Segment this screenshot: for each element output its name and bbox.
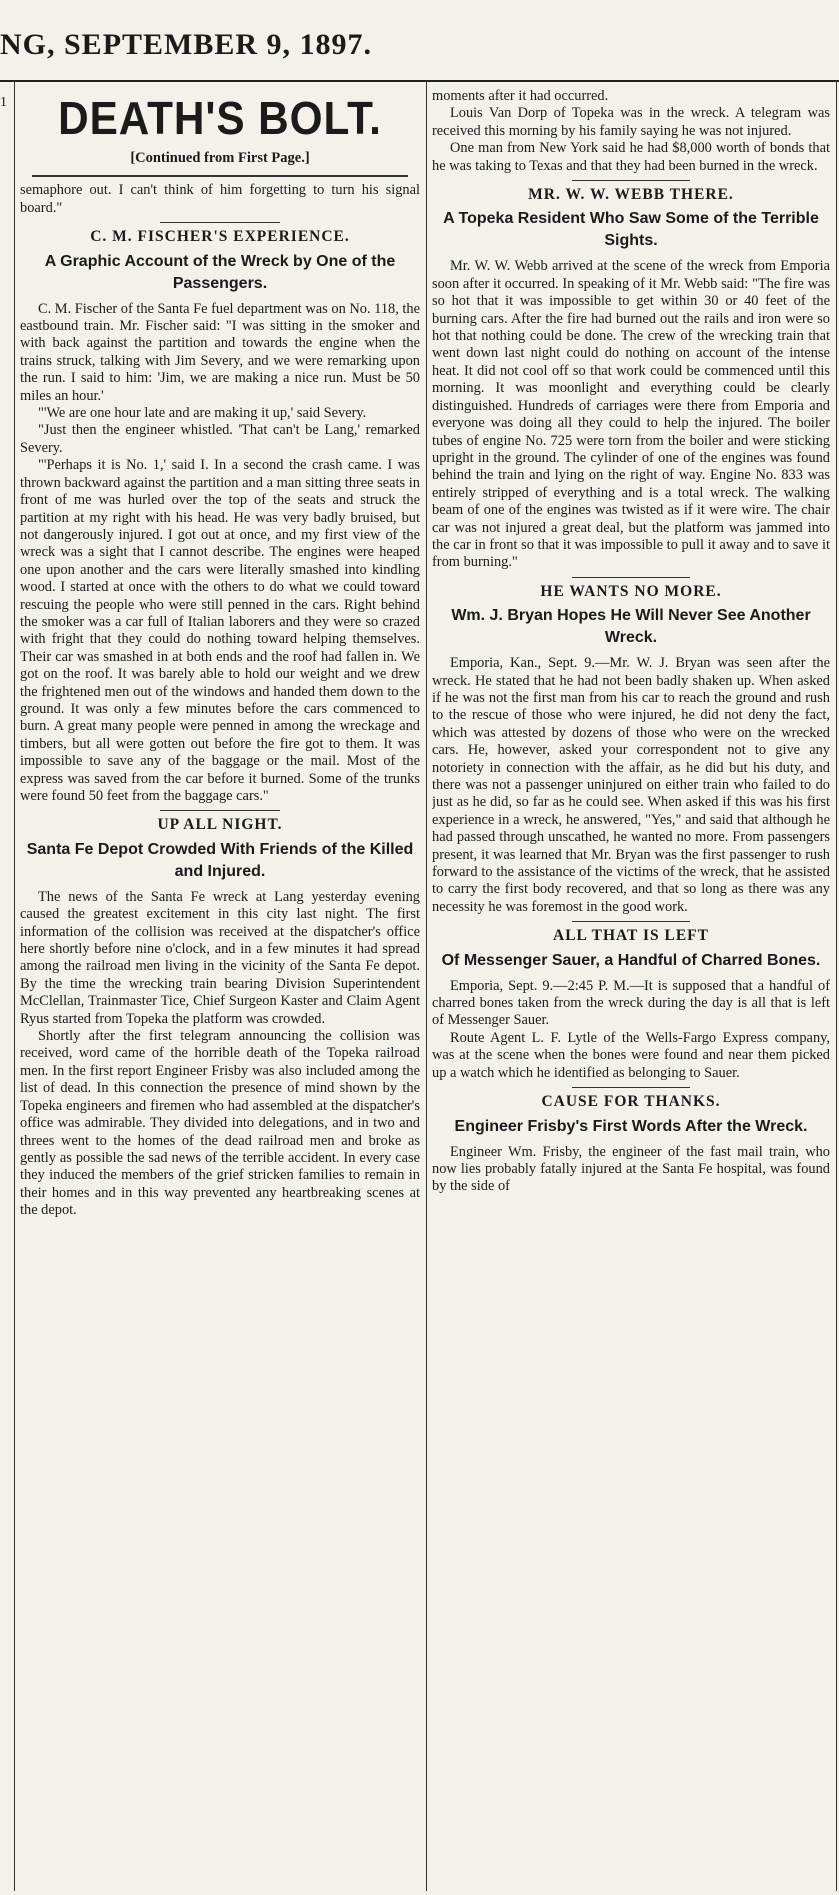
masthead-date: NG, SEPTEMBER 9, 1897. — [0, 28, 373, 61]
paragraph: Louis Van Dorp of Topeka was in the wreck. A telegram was received this morning by his family saying he was not injured. — [432, 105, 830, 139]
left-column-rule — [14, 80, 15, 1891]
continued-note: [Continued from First Page.] — [130, 150, 310, 166]
paragraph: Emporia, Kan., Sept. 9.—Mr. W. J. Bryan was seen after the wreck. He stated that he had not been badly shaken up. When asked if he was not the first man from his car to reach the ground and rush to the rescue of those who were injured, he did not deny the fact, which was attested by dozens of those who were on the wrecked cars. He, however, asked your correspondent not to give any notoriety in connection with the affair, as he did but his duty, and there was not a passenger uninjured on either train who failed to do just as he did, so far as he could see. When asked if this was his first experience in a wreck, he answered, "Yes," and said that although he had passed through unscathed, he wanted no more. From passengers present, it was learned that Mr. Bryan was the first passenger to rush forward to the assistance of the victims of the wreck, that he assisted to carry the first body recovered, and that so long as there was any necessity he was foremost in the good work. — [432, 655, 830, 915]
center-column-rule — [426, 80, 427, 1891]
section-heading: UP ALL NIGHT. — [157, 816, 283, 834]
paragraph: Mr. W. W. Webb arrived at the scene of the wreck from Emporia soon after it occurred. In speaking of it Mr. Webb said: "The fire was so hot that it was impossible to get within 30 or 40 feet of the burning cars. After the fire had burned out the rails and iron were so hot that nothing could be done. The crew of the wrecking train that went down last night could do nothing on account of the intense heat. It did not cool off so that work could be commenced until this morning. It was moonlight and everything could be clearly distinguished. Hundreds of carriages were there from Emporia and everyone was doing all they could to help the injured. The boiler tubes of engine No. 725 were torn from the boiler and were sticking upright in the ground. The cylinder of one of the engines was found behind the train and lying on the right of way. Engine No. 833 was entirely stripped of everything and is a total wreck. The walking beam of one of the engines was twisted as if it were wire. The chair car was not injured a great deal, but the platform was jammed into the car in front so that it was impossible to pull it away and to save it from burning." — [432, 258, 830, 571]
section-deck: Wm. J. Bryan Hopes He Will Never See Another Wreck. — [451, 607, 811, 647]
paragraph: Route Agent L. F. Lytle of the Wells-Fargo Express company, was at the scene when the bones were found and near them picked up a watch which he identified as belonging to Sauer. — [432, 1029, 830, 1081]
section-heading: C. M. FISCHER'S EXPERIENCE. — [90, 228, 350, 246]
divider — [572, 921, 690, 922]
right-column-rule — [836, 80, 837, 1891]
section-deck: Engineer Frisby's First Words After the Wreck. — [454, 1117, 808, 1135]
paragraph: "Just then the engineer whistled. 'That can't be Lang,' remarked Severy. — [20, 422, 420, 456]
divider — [160, 222, 280, 223]
paragraph: The news of the Santa Fe wreck at Lang yesterday evening caused the greatest excitement in this city last night. The first information of the collision was received at the dispatcher's office here shortly before nine o'clock, and in a few minutes it had spread among the railroad men living in the vicinity of the Santa Fe depot. By the time the wrecking train bearing Division Superintendent McClellan, Trainmaster Tice, Chief Surgeon Kaster and Claim Agent Ryus started from Topeka the platform was crowded. — [20, 888, 420, 1027]
column-right — [432, 88, 830, 1895]
divider — [160, 810, 280, 811]
paragraph: One man from New York said he had $8,000 worth of bonds that he was taking to Texas and that they had been burned in the wreck. — [432, 140, 830, 174]
paragraph: C. M. Fischer of the Santa Fe fuel department was on No. 118, the eastbound train. Mr. Fischer said: "I was sitting in the smoker and with back against the partition and towards the engine when the trains struck, talking with Jim Severy, and we were remarking upon the run. I said to him: 'Jim, we are making a nice run. Must be 50 miles an hour.' — [20, 300, 420, 404]
divider — [572, 180, 690, 181]
page-number: 1 — [0, 95, 7, 110]
paragraph: Emporia, Sept. 9.—2:45 P. M.—It is supposed that a handful of charred bones taken from the wreck during the day is all that is left of Messenger Sauer. — [432, 977, 830, 1029]
section-heading: MR. W. W. WEBB THERE. — [528, 186, 734, 204]
section-heading: CAUSE FOR THANKS. — [541, 1093, 721, 1111]
paragraph: Shortly after the first telegram announcing the collision was received, word came of the horrible death of the Topeka railroad men. In the first report Engineer Frisby was also included among the list of dead. In this connection the presence of mind shown by the Topeka engineers and firemen who had assembled at the dispatcher's office was admirable. They divided into delegations, and in two and threes went to the homes of the dead railroad men and broke as gently as possible the sad news of the terrible accident. In every case they induced the members of the grief stricken families to remain in their homes and in this way prevented any heartbreaking scenes at the depot. — [20, 1028, 420, 1219]
section-deck: Of Messenger Sauer, a Handful of Charred Bones. — [441, 951, 821, 969]
headline: DEATH'S BOLT. — [58, 92, 382, 144]
paragraph: "'We are one hour late and are making it up,' said Severy. — [38, 405, 367, 422]
divider — [572, 577, 690, 578]
section-heading: HE WANTS NO MORE. — [540, 582, 722, 600]
divider — [32, 175, 408, 177]
column-left — [20, 84, 420, 1891]
paragraph: Engineer Wm. Frisby, the engineer of the fast mail train, who now lies probably fatally injured at the Santa Fe hospital, was found by the side of — [432, 1143, 830, 1195]
section-heading: ALL THAT IS LEFT — [553, 927, 709, 945]
divider — [572, 1087, 690, 1088]
section-deck: A Graphic Account of the Wreck by One of the Passengers. — [44, 252, 396, 292]
section-deck: Santa Fe Depot Crowded With Friends of the Killed and Injured. — [26, 840, 414, 880]
masthead — [0, 0, 839, 82]
paragraph: "'Perhaps it is No. 1,' said I. In a second the crash came. I was thrown backward against the partition and a man sitting three seats in front of me was hurled over the top of the seats and struck the partition at my right with his head. He was very badly bruised, but not dangerously injured. I got out at once, and my first view of the wreck was a sight that I cannot describe. The engines were heaped one upon another and the cars were literally smashed into kindling wood. I started at once with the others to do what we could toward rescuing the people who were still penned in the cars. Right behind the smoker was a car full of Italian laborers and they were so crazed with fright that they could do nothing toward helping themselves. Their car was smashed in at both ends and the roof had fallen in. We got on the roof. It was barely able to hold our weight and we drew the frightened men out of the windows and handed them down to the ground. It was only a few minutes before the cars commenced to burn. A great many people were penned in among the wreckage and timbers, but all were gotten out before the fire got to them. It was impossible to save any of the baggage or the mail. Most of the express was saved from the car before it burned. Some of the trunks were found 50 feet from the baggage cars." — [20, 457, 420, 804]
section-deck: A Topeka Resident Who Saw Some of the Terrible Sights. — [443, 210, 819, 250]
paragraph: moments after it had occurred. — [432, 88, 609, 104]
paragraph: semaphore out. I can't think of him forgetting to turn his signal board." — [20, 182, 420, 216]
